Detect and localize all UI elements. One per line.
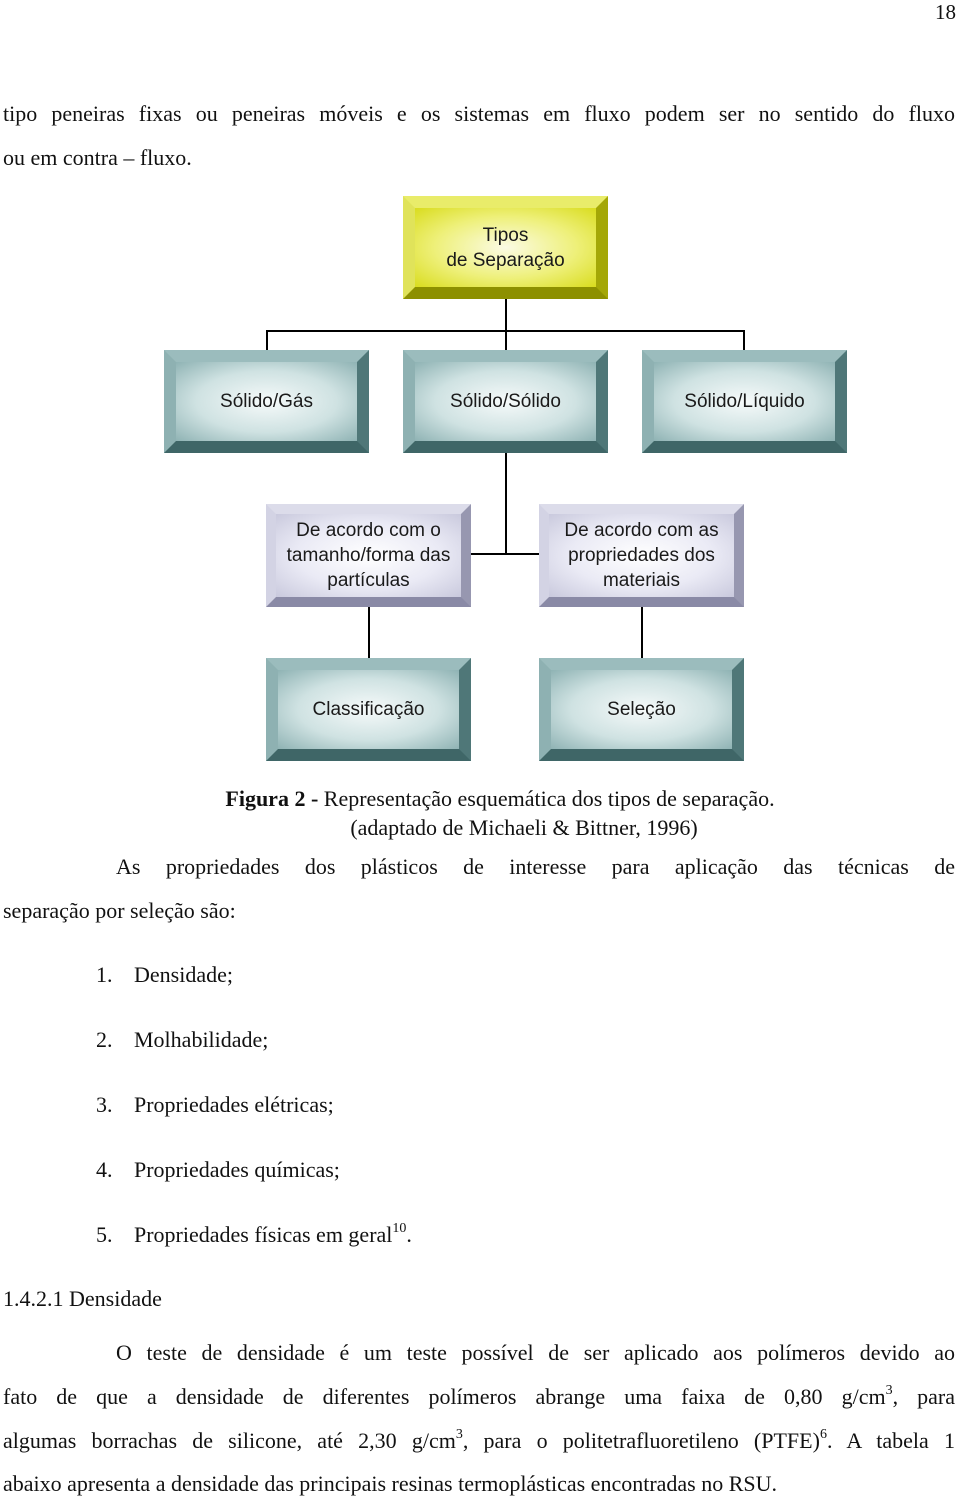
list-text: Propriedades elétricas;	[134, 1092, 334, 1117]
connector-to-classificacao	[368, 606, 370, 660]
section-line-2	[3, 1382, 956, 1409]
section-line-3-text: algumas borrachas de silicone, até 2,30 g/cm	[3, 1428, 456, 1453]
list-number: 5.	[96, 1222, 113, 1247]
list-tail: .	[406, 1222, 412, 1247]
list-text: Densidade;	[134, 962, 233, 987]
section-line-1: O teste de densidade é um teste possível de ser aplicado aos polímeros devido ao	[116, 1340, 955, 1365]
list-text: Molhabilidade;	[134, 1027, 269, 1052]
connector-root-down	[505, 298, 507, 331]
section-line-2-text: fato de que a densidade de diferentes polímeros abrange uma faixa de 0,80 g/cm	[3, 1384, 886, 1409]
superscript: 3	[455, 1426, 463, 1442]
figure-caption	[0, 784, 960, 813]
connector-to-solido-gas	[266, 330, 268, 352]
connector-to-solido-solido	[505, 330, 507, 352]
box-classificacao: Classificação	[266, 658, 471, 761]
section-line-2-tail: , para	[892, 1384, 956, 1409]
superscript: 3	[885, 1382, 893, 1398]
list-item	[96, 962, 233, 988]
list-number: 4.	[96, 1157, 113, 1182]
connector-level2-bar	[471, 553, 541, 555]
figure-title: Representação esquemática dos tipos de separação.	[318, 786, 775, 811]
section-line-3-tail: . A tabela 1	[826, 1428, 956, 1453]
list-item	[96, 1027, 268, 1053]
box-propriedades-materiais: De acordo com as propriedades dos materiais	[539, 504, 744, 607]
reference-superscript: 10	[392, 1220, 407, 1236]
section-line-4: abaixo apresenta a densidade das principais resinas termoplásticas encontradas no RSU.	[3, 1471, 778, 1496]
box-solido-liquido: Sólido/Líquido	[642, 350, 847, 453]
list-item	[96, 1092, 334, 1118]
intro-line-1: tipo peneiras fixas ou peneiras móveis e os sistemas em fluxo podem ser no sentido do fluxo	[3, 101, 955, 126]
list-number: 3.	[96, 1092, 113, 1117]
box-solido-solido: Sólido/Sólido	[403, 350, 608, 453]
list-text: Propriedades químicas;	[134, 1157, 340, 1182]
list-number: 2.	[96, 1027, 113, 1052]
list-item	[96, 1222, 412, 1248]
box-selecao: Seleção	[539, 658, 744, 761]
page-number: 18	[935, 0, 956, 24]
box-tamanho-forma: De acordo com o tamanho/forma das partículas	[266, 504, 471, 607]
list-item	[96, 1157, 340, 1183]
figure-label: Figura 2 -	[225, 786, 319, 811]
section-heading: 1.4.2.1 Densidade	[3, 1286, 162, 1311]
figure-source: (adaptado de Michaeli & Bittner, 1996)	[350, 815, 698, 840]
connector-to-selecao	[641, 606, 643, 660]
list-text: Propriedades físicas em geral	[134, 1222, 393, 1247]
properties-intro-line-2: separação por seleção são:	[3, 898, 236, 923]
box-solido-gas: Sólido/Gás	[164, 350, 369, 453]
section-line-3-mid: , para o politetrafluoretileno (PTFE)	[462, 1428, 820, 1453]
root-box-tipos-de-separacao: Tipos de Separação	[403, 196, 608, 299]
intro-line-2: ou em contra – fluxo.	[3, 145, 192, 170]
reference-superscript: 6	[819, 1426, 827, 1442]
list-number: 1.	[96, 962, 113, 987]
connector-solido-solido-down	[505, 452, 507, 554]
section-line-3	[3, 1426, 956, 1453]
connector-to-solido-liquido	[743, 330, 745, 352]
properties-intro-line-1: As propriedades dos plásticos de interesse para aplicação das técnicas de	[116, 854, 955, 879]
